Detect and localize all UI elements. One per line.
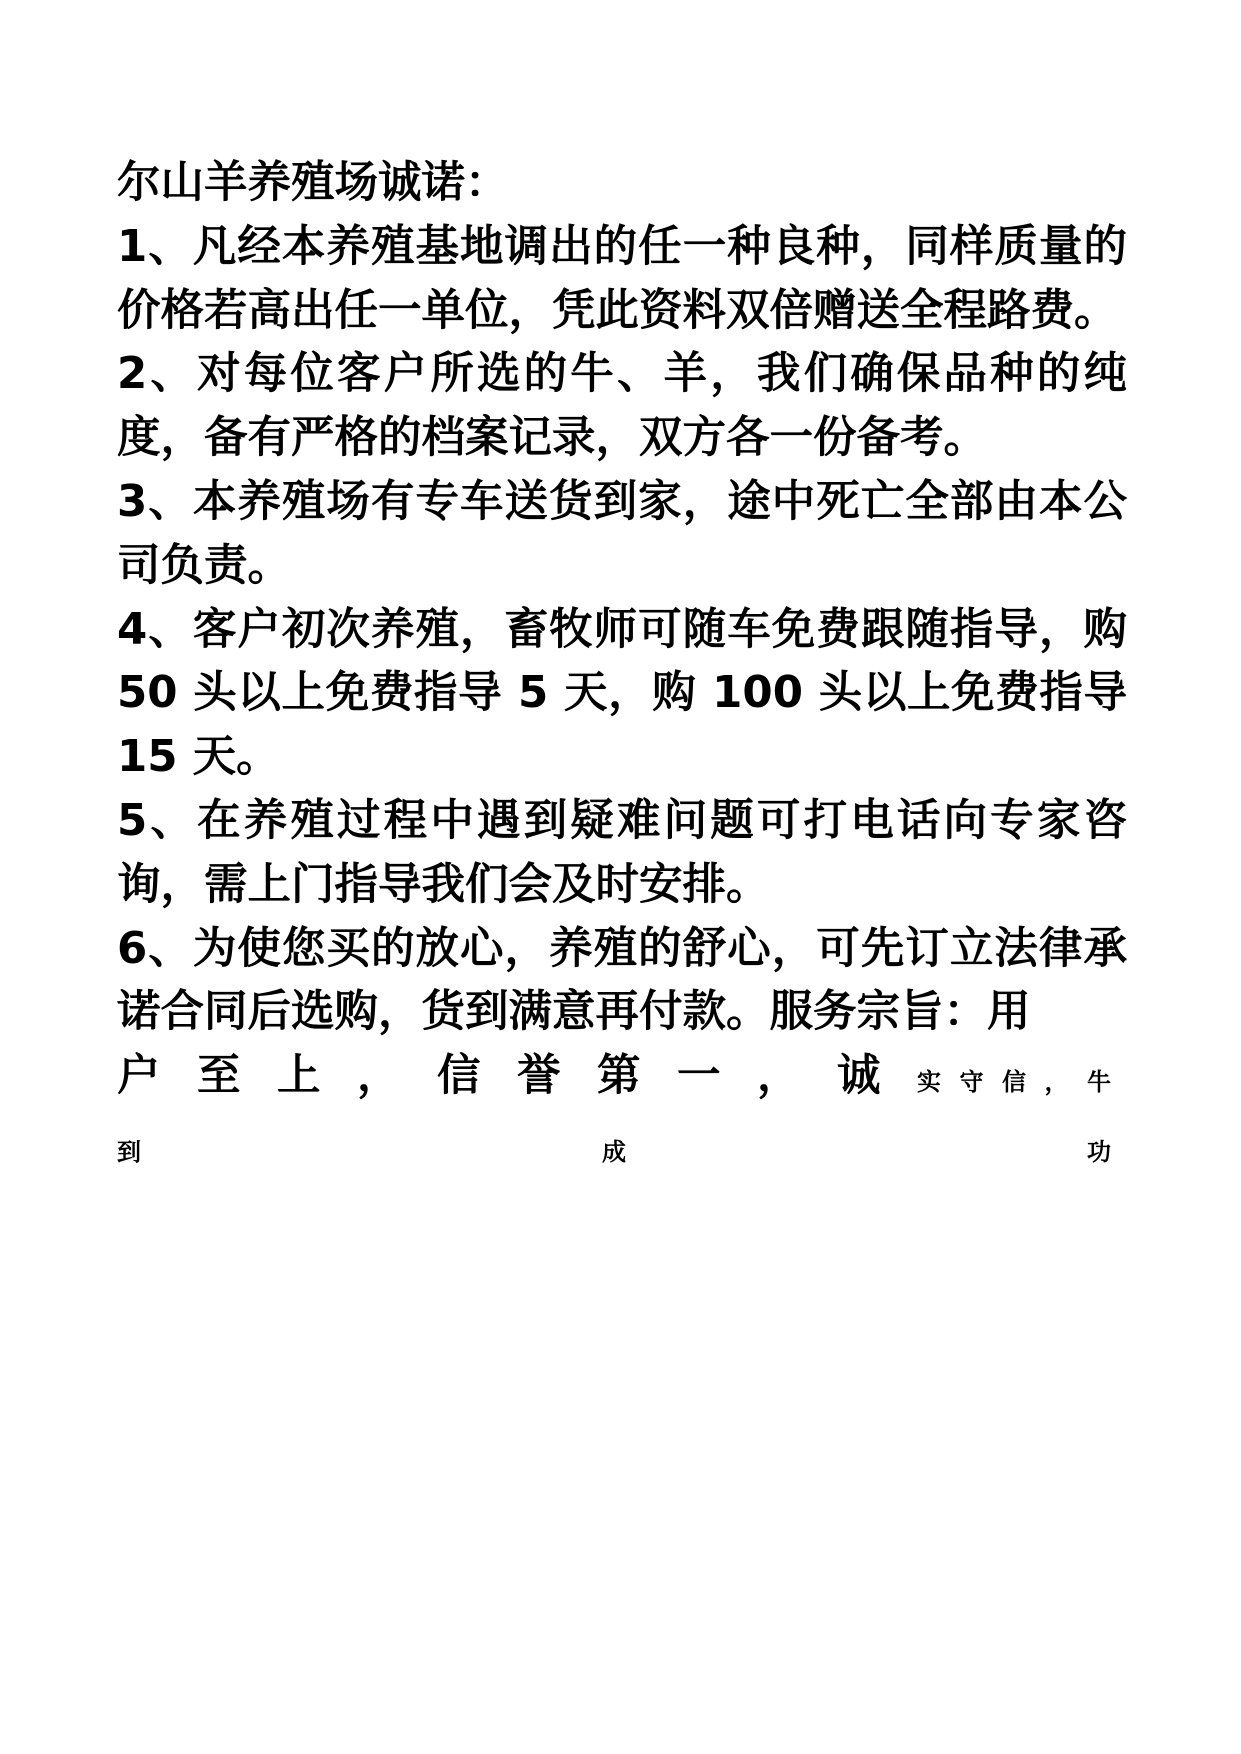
commitment-item-6-last-line xyxy=(117,1045,1127,1185)
service-motto-small: 实守信，牛到成功 xyxy=(117,1068,1127,1166)
document-body xyxy=(117,152,1127,1185)
service-motto-large: 户至上，信誉第一，诚 xyxy=(117,1051,917,1102)
commitment-item-1: 1、凡经本养殖基地调出的任一种良种，同样质量的价格若高出任一单位，凭此资料双倍赠送全程路费。 xyxy=(117,221,1127,336)
document-title: 尔山羊养殖场诚诺： xyxy=(117,158,509,208)
commitment-item-3: 3、本养殖场有专车送货到家，途中死亡全部由本公司负责。 xyxy=(117,476,1127,591)
commitment-item-2: 2、对每位客户所选的牛、羊，我们确保品种的纯度，备有严格的档案记录，双方各一份备考。 xyxy=(117,349,1127,464)
commitment-item-6 xyxy=(117,918,1127,1046)
commitment-item-4: 4、客户初次养殖，畜牧师可随车免费跟随指导，购 50 头以上免费指导 5 天，购 100 头以上免费指导 15 天。 xyxy=(117,604,1127,783)
commitment-item-6-main: 6、为使您买的放心，养殖的舒心，可先订立法律承诺合同后选购，货到满意再付款。服务宗旨：用 xyxy=(117,923,1127,1038)
commitment-item-5: 5、在养殖过程中遇到疑难问题可打电话向专家咨询，需上门指导我们会及时安排。 xyxy=(117,795,1127,910)
